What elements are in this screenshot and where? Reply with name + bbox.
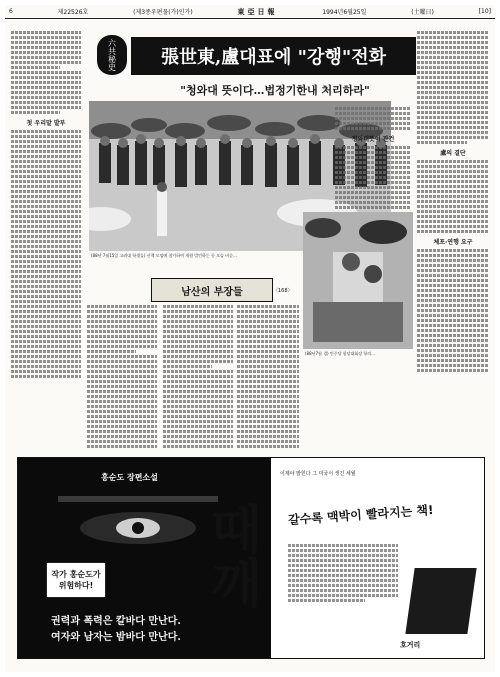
ad-book-title: 때깨 bbox=[201, 502, 262, 610]
postal-permit: (제3종우편물(가)인가) bbox=[133, 9, 193, 16]
ad-warning-box: 작가 홍순도가 위험하다! bbox=[46, 562, 106, 598]
scuffle-photo bbox=[303, 212, 413, 349]
series-number: 〈168〉 bbox=[273, 288, 293, 294]
ad-book-image bbox=[405, 568, 476, 634]
ad-publisher: 호거리 bbox=[400, 641, 421, 649]
series-seal: 六共秘史 bbox=[97, 35, 127, 75]
newspaper-page bbox=[5, 5, 495, 672]
masthead bbox=[5, 5, 495, 19]
ad-top-caption: 이제야 밝힌다 그 미국서 생긴 세월 bbox=[280, 471, 356, 477]
ad-body-text bbox=[288, 542, 398, 604]
left-column-text bbox=[11, 29, 81, 449]
right-middle-column bbox=[335, 105, 411, 209]
sub-headline: "청와대 뜻이다…법정기한내 처리하라" bbox=[180, 84, 370, 97]
right-column bbox=[417, 29, 489, 449]
scuffle-photo-caption: (88년7월 경) 민주당 합당대회장 항의… bbox=[305, 351, 376, 356]
ad-slogan-1: 권력과 폭력은 칼바다 만난다. bbox=[51, 616, 181, 627]
section-head-left-1: 첫 우리말 발부 bbox=[26, 120, 66, 127]
main-headline: 張世東,盧대표에 "강행"전화 bbox=[131, 37, 416, 75]
paper-name: 東亞日報 bbox=[237, 6, 278, 16]
series-title: 남산의 부장들 bbox=[151, 278, 273, 302]
issue-number: 제22526호 bbox=[57, 9, 89, 16]
book-advertisement bbox=[17, 457, 485, 659]
section-head-right-2: 체포·연행 요구 bbox=[433, 239, 473, 246]
day: (土曜日) bbox=[411, 9, 434, 16]
ad-catchphrase: 갈수록 맥박이 빨라지는 책! bbox=[287, 502, 434, 528]
section-head-mid-1: 청와대뜻이 관건 bbox=[351, 136, 395, 143]
middle-column-2 bbox=[163, 303, 233, 451]
page-number: 6 bbox=[9, 8, 13, 15]
section-head-right-1: 盧의 결단 bbox=[440, 150, 466, 157]
ad-author: 홍순도 장편소설 bbox=[101, 473, 158, 482]
main-photo-caption: (88년 7월15일 고려대 학생들) 산책 모임에 참가하여 개원 발언하는 등 모습 비슷… bbox=[91, 253, 237, 258]
page-tag: [10] bbox=[478, 8, 491, 15]
middle-column-1 bbox=[87, 303, 157, 451]
ad-slogan-2: 여자와 남자는 밤바다 만난다. bbox=[51, 632, 181, 643]
middle-column-3 bbox=[237, 303, 299, 451]
date: 1994년6월25일 bbox=[322, 9, 367, 16]
